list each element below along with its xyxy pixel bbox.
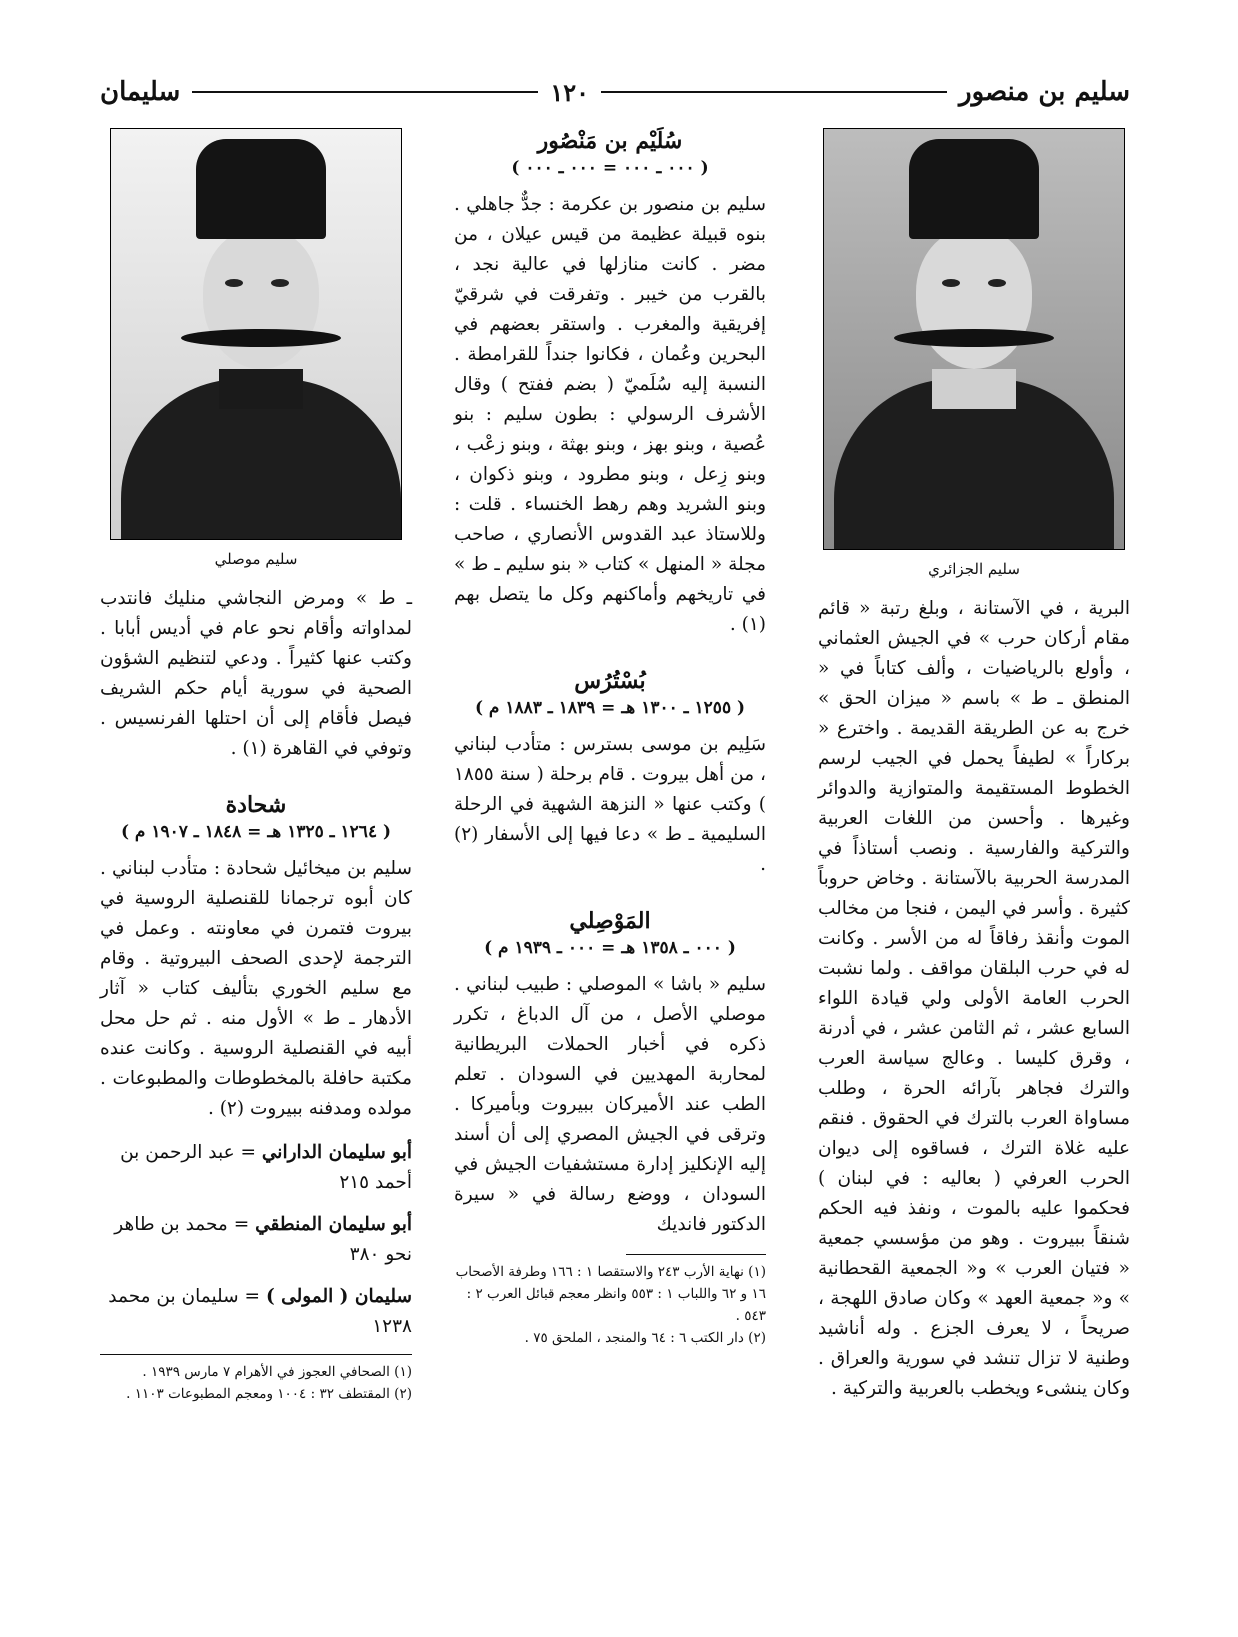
entry-title: المَوْصِلي [569, 908, 651, 934]
header-rule [192, 91, 538, 93]
page-number: ١٢٠ [550, 77, 589, 107]
entry-title: شحادة [225, 792, 287, 818]
entry-dates: ( ٠٠٠ ـ ٠٠٠ = ٠٠٠ ـ ٠٠٠ ) [511, 158, 709, 178]
entry-dates: ( ١٢٦٤ ـ ١٣٢٥ هـ = ١٨٤٨ ـ ١٩٠٧ م ) [120, 822, 392, 842]
footnote: (٢) المقتطف ٣٢ : ١٠٠٤ ومعجم المطبوعات ١١٠٣ . [126, 1386, 412, 1402]
footnote: (٢) دار الكتب ٦ : ٦٤ والمنجد ، الملحق ٧٥ . [524, 1330, 766, 1346]
entry-dates: ( ٠٠٠ ـ ١٣٥٨ هـ = ٠٠٠ ـ ١٩٣٩ م ) [484, 938, 736, 958]
footnote-rule [626, 1254, 766, 1255]
column-left [100, 128, 412, 1405]
entry-title: بُسْتُرُس [574, 668, 646, 694]
entry-text: سليم بن ميخائيل شحادة : متأدب لبناني . كان أبوه ترجمانا للقنصلية الروسية في بيروت فتمرن في معاونته . وعمل في الترجمة لإحدى الصحف البيروتية . وقام مع سليم الخوري بتأليف كتاب « آثار الأدهار ـ ط » الأول منه . ثم حل محل أبيه في القنصلية الروسية . وكانت عنده مكتبة حافلة بالمخطوطات والمطبوعات . مولده ومدفنه ببيروت (٢) . [100, 858, 412, 1119]
column-middle [454, 128, 766, 1349]
entry-title: سُلَيْم بن مَنْصُور [537, 128, 683, 154]
portrait-photo [110, 128, 402, 540]
column-right [818, 128, 1130, 1418]
footnote: (١) نهاية الأرب ٢٤٣ والاستقصا ١ : ١٦٦ وطرفة الأصحاب ١٦ و ٦٢ واللباب ١ : ٥٥٣ وانظر معجم قبائل العرب ٢ : ٥٤٣ . [455, 1264, 766, 1324]
running-title-right: سليم بن منصور [959, 77, 1130, 107]
cross-reference [100, 1138, 412, 1198]
cross-reference [100, 1210, 412, 1270]
entry-text: سليم « باشا » الموصلي : طبيب لبناني . موصلي الأصل ، من آل الدباغ ، تكرر ذكره في أخبار الحملات البريطانية لمحاربة المهديين في السودان . تعلم الطب عند الأميركان ببيروت وبأميركا . وترقى في الجيش المصري إلى أن أسند إليه الإنكليز إدارة مستشفيات الجيش في السودان ، ووضع رسالة في « سيرة الدكتور فانديك [454, 974, 766, 1235]
xref-target: = محمد بن طاهر نحو ٣٨٠ [114, 1214, 412, 1265]
cross-reference [100, 1282, 412, 1342]
xref-target: = سليمان بن محمد ١٢٣٨ [108, 1286, 412, 1337]
running-title-left: سليمان [99, 77, 181, 107]
photo-caption: سليم موصلي [214, 550, 298, 568]
entry-text: البرية ، في الآستانة ، وبلغ رتبة « قائم مقام أركان حرب » في الجيش العثماني ، وأولع بالرياضيات ، وألف كتاباً في « المنطق ـ ط » باسم « ميزان الحق » خرج به عن الطريقة القديمة . واخترع « بركاراً » لطيفاً يحمل في الجيب لرسم الخطوط المستقيمة والمتوازية والدوائر وغيرها . وأحسن من اللغات العربية والتركية والفارسية . ونصب أستاذاً في المدرسة الحربية بالآستانة . وخاض حروباً كثيرة . وأسر في اليمن ، فنجا من مخالب الموت وأنقذ رفاقاً له من الأسر . وكانت له في حرب البلقان مواقف . ولما نشبت الحرب العامة الأولى ولي قيادة اللواء السابع عشر ، ثم الثامن عشر ، في أدرنة ، وقرق كليسا . وعالج سياسة العرب والترك فجاهر بآرائه الحرة ، وطلب مساواة العرب بالترك في الحقوق . فنقم عليه غلاة الترك ، فساقوه إلى ديوان الحرب العرفي ( بعاليه : في لبنان ) فحكموا عليه بالموت ، ونفذ فيه الحكم شنقاً ببيروت . وهو من مؤسسي جمعية « فتيان العرب » و« الجمعية القحطانية » و« جمعية العهد » وكان صادق اللهجة ، صريحاً ، لا يعرف الجزع . وله أناشيد وطنية لا تزال تنشد في سورية والعراق . وكان ينشىء ويخطب بالعربية والتركية . [818, 598, 1130, 1399]
photo-caption: سليم الجزائري [928, 560, 1020, 578]
portrait-photo [823, 128, 1125, 550]
xref-name: سليمان ( المولى ) [265, 1286, 412, 1307]
entry-dates: ( ١٢٥٥ ـ ١٣٠٠ هـ = ١٨٣٩ ـ ١٨٨٣ م ) [474, 698, 746, 718]
xref-name: أبو سليمان الداراني [261, 1142, 412, 1163]
entry-text: سليم بن منصور بن عكرمة : جدٌّ جاهلي . بنوه قبيلة عظيمة من قيس عيلان ، من مضر . كانت منازلها في عالية نجد ، بالقرب من خيبر . وتفرقت في شرقيّ إفريقية والمغرب . واستقر بعضهم في البحرين وعُمان ، فكانوا جنداً للقرامطة . النسبة إليه سُلَميّ ( بضم ففتح ) وقال الأشرف الرسولي : بطون سليم : بنو عُصية ، وبنو بهز ، وبنو بهثة ، وبنو زعْب ، وبنو زِعل ، وبنو مطرود ، وبنو ذكوان ، وبنو الشريد وهم رهط الخنساء . قلت : وللاستاذ عبد القدوس الأنصاري ، صاحب مجلة « المنهل » كتاب « بنو سليم ـ ط » في تاريخهم وأماكنهم وكل ما يتصل بهم (١) . [454, 194, 766, 635]
page-header [100, 72, 1130, 112]
xref-target: = عبد الرحمن بن أحمد ٢١٥ [120, 1142, 412, 1193]
footnote-rule [100, 1354, 412, 1355]
footnote: (١) الصحافي العجوز في الأهرام ٧ مارس ١٩٣٩ . [142, 1364, 412, 1380]
header-rule [601, 91, 947, 93]
xref-name: أبو سليمان المنطقي [255, 1214, 412, 1235]
entry-text: سَلِيم بن موسى بسترس : متأدب لبناني ، من أهل بيروت . قام برحلة ( سنة ١٨٥٥ ) وكتب عنها « النزهة الشهية في الرحلة السليمية ـ ط » دعا فيها إلى الأسفار (٢) . [454, 734, 766, 875]
entry-text: ـ ط » ومرض النجاشي منليك فانتدب لمداواته وأقام نحو عام في أديس أبابا . وكتب عنها كثيراً . ودعي لتنظيم الشؤون الصحية في سورية أيام حكم الشريف فيصل فأقام إلى أن احتلها الفرنسيس . وتوفي في القاهرة (١) . [100, 588, 412, 759]
